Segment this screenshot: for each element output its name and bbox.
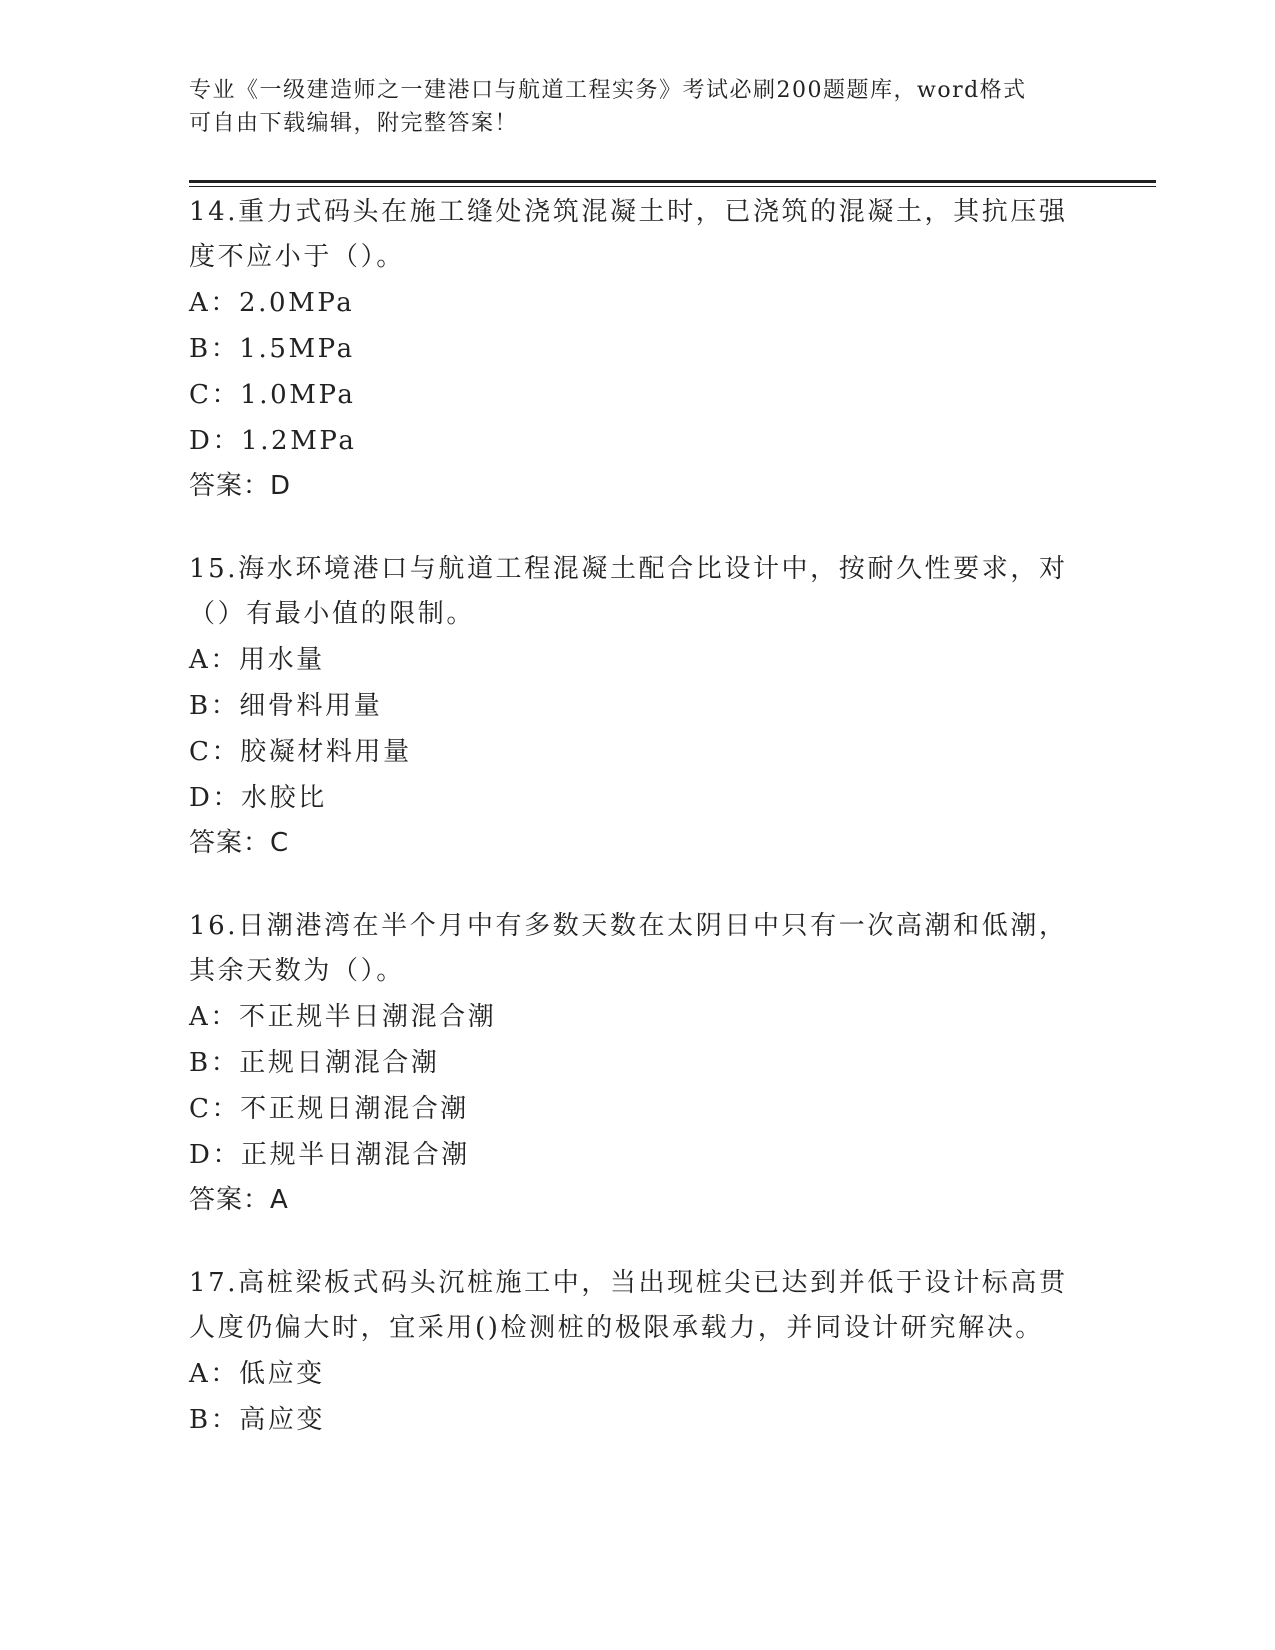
answer: 答案：A bbox=[189, 1185, 289, 1215]
question-14 bbox=[189, 190, 1089, 508]
question-16 bbox=[189, 904, 1089, 1222]
answer: 答案：D bbox=[189, 471, 292, 501]
question-stem-line: 17.高桩梁板式码头沉桩施工中，当出现桩尖已达到并低于设计标高贯 bbox=[189, 1268, 1068, 1298]
question-stem-line: 度不应小于（）。 bbox=[189, 242, 405, 272]
option-b: B：细骨料用量 bbox=[189, 691, 383, 721]
document-header bbox=[189, 74, 1069, 140]
option-d: D：1.2MPa bbox=[189, 426, 357, 456]
header-rule-thick bbox=[189, 180, 1156, 183]
answer: 答案：C bbox=[189, 828, 290, 858]
option-b: B：正规日潮混合潮 bbox=[189, 1048, 440, 1078]
question-stem-line: 14.重力式码头在施工缝处浇筑混凝土时，已浇筑的混凝土，其抗压强 bbox=[189, 197, 1068, 227]
question-stem-line: 16.日潮港湾在半个月中有多数天数在太阴日中只有一次高潮和低潮， bbox=[189, 911, 1068, 941]
question-stem-line: （）有最小值的限制。 bbox=[189, 599, 476, 629]
option-b: B：1.5MPa bbox=[189, 334, 355, 364]
option-a: A：不正规半日潮混合潮 bbox=[189, 1002, 497, 1032]
header-line-2: 可自由下载编辑，附完整答案！ bbox=[189, 111, 519, 136]
option-a: A：低应变 bbox=[189, 1359, 325, 1389]
question-stem-line: 15.海水环境港口与航道工程混凝土配合比设计中，按耐久性要求，对 bbox=[189, 554, 1068, 584]
option-d: D：水胶比 bbox=[189, 783, 327, 813]
question-17 bbox=[189, 1261, 1089, 1443]
option-b: B：高应变 bbox=[189, 1405, 326, 1435]
option-d: D：正规半日潮混合潮 bbox=[189, 1140, 470, 1170]
question-stem-line: 人度仍偏大时，宜采用()检测桩的极限承载力，并同设计研究解决。 bbox=[189, 1313, 1044, 1343]
option-c: C：1.0MPa bbox=[189, 380, 356, 410]
option-c: C：不正规日潮混合潮 bbox=[189, 1094, 469, 1124]
question-15 bbox=[189, 547, 1089, 865]
question-stem-line: 其余天数为（）。 bbox=[189, 956, 405, 986]
question-list bbox=[189, 190, 1089, 1482]
header-line-1: 专业《一级建造师之一建港口与航道工程实务》考试必刷200题题库，word格式 bbox=[189, 78, 1027, 103]
option-a: A：2.0MPa bbox=[189, 288, 355, 318]
option-a: A：用水量 bbox=[189, 645, 325, 675]
header-rule-thin bbox=[189, 186, 1156, 187]
option-c: C：胶凝材料用量 bbox=[189, 737, 412, 767]
